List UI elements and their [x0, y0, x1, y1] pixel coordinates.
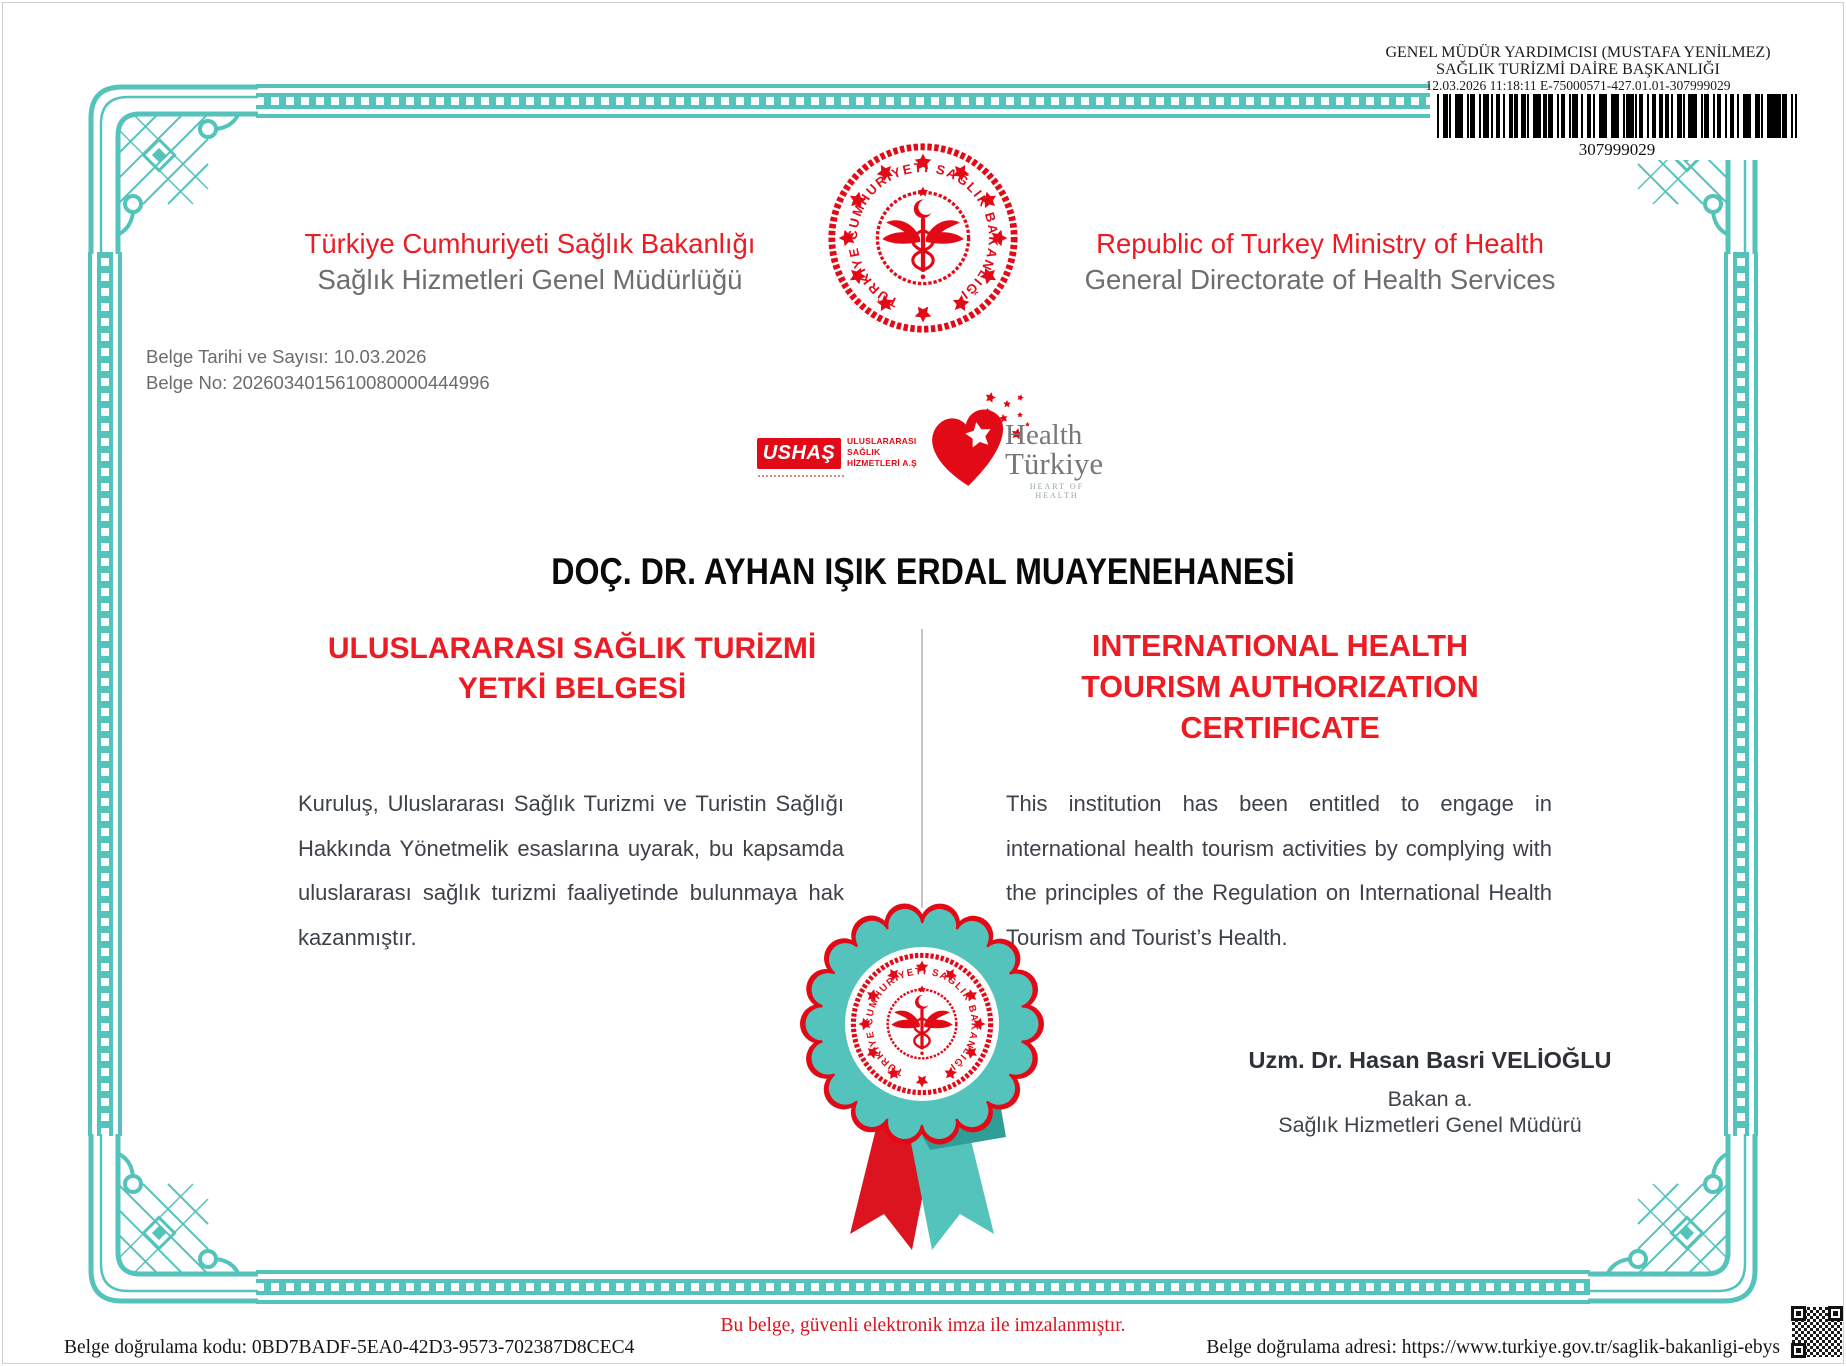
turkish-body-paragraph: Kuruluş, Uluslararası Sağlık Turizmi ve Turistin Sağlığı Hakkında Yönetmelik esaslarına uyarak, bu kapsamda uluslararası sağlık turizmi faaliyetinde bulunmaya hak kazanmıştır. — [298, 791, 844, 950]
title-line: YETKİ BELGESİ — [457, 671, 687, 705]
ushas-microtext-line — [758, 475, 844, 477]
ministry-seal — [826, 141, 1020, 335]
frame-edge-left — [88, 252, 122, 1136]
english-certificate-title — [1006, 626, 1554, 749]
signer-title-line1: Bakan a. — [1387, 1087, 1473, 1111]
frame-corner-ornament — [88, 84, 258, 254]
tagline-line: HEART OF — [1029, 482, 1085, 491]
approval-stamp-block — [1350, 44, 1806, 94]
qr-finder — [1791, 1343, 1806, 1358]
ushas-logo: USHAŞ — [757, 438, 841, 469]
ushas-caption-line: HİZMETLERİ A.Ş — [847, 458, 918, 468]
frame-edge-bottom — [256, 1270, 1590, 1304]
column-divider — [921, 629, 923, 908]
signer-name: Uzm. Dr. Hasan Basri VELİOĞLU — [1248, 1047, 1612, 1073]
qr-finder — [1828, 1306, 1843, 1321]
ushas-caption-line: ULUSLARARASI — [847, 436, 917, 446]
document-number-line: Belge No: 2026034015610080000444996 — [146, 372, 490, 393]
frame-edge-right — [1724, 252, 1758, 1136]
stamp-reference-line: 12.03.2026 11:18:11 E-75000571-427.01.01-307999029 — [1425, 78, 1731, 93]
frame-corner-ornament — [1588, 1134, 1758, 1304]
ministry-name-en: Republic of Turkey Ministry of Health — [1096, 228, 1544, 259]
ushas-logo-caption — [847, 436, 917, 469]
heart-of-health-tagline — [1005, 482, 1109, 500]
barcode-bars — [1437, 94, 1797, 138]
signer-title-line2: Sağlık Hizmetleri Genel Müdürü — [1278, 1113, 1582, 1137]
qr-code — [1791, 1306, 1843, 1358]
qr-finder — [1791, 1306, 1806, 1321]
title-line: ULUSLARARASI SAĞLIK TURİZMİ — [327, 632, 817, 665]
english-body-paragraph: This institution has been entitled to engage in international health tourism activities by complying with the principles of the Regulation on International Health Tourism and Tourist’s Health. — [1006, 791, 1552, 950]
verification-address: Belge doğrulama adresi: https://www.turkiye.gov.tr/saglik-bakanligi-ebys — [1206, 1337, 1780, 1358]
ushas-caption-line: SAĞLIK — [847, 447, 881, 457]
barcode-number: 307999029 — [1578, 140, 1656, 159]
barcode — [1437, 94, 1797, 160]
stamp-department-line: SAĞLIK TURİZMİ DAİRE BAŞKANLIĞI — [1436, 61, 1720, 78]
rosette-badge — [790, 902, 1054, 1262]
recipient-name: DOÇ. DR. AYHAN IŞIK ERDAL MUAYENEHANESİ — [551, 551, 1295, 592]
header-english — [1040, 226, 1600, 298]
ministry-name-tr: Türkiye Cumhuriyeti Sağlık Bakanlığı — [304, 228, 756, 259]
document-info — [146, 344, 490, 396]
directorate-name-en: General Directorate of Health Services — [1084, 264, 1556, 295]
stamp-officer-line: GENEL MÜDÜR YARDIMCISI (MUSTAFA YENİLMEZ) — [1385, 44, 1771, 61]
signature-block — [1160, 1047, 1700, 1138]
title-line: TOURISM AUTHORIZATION — [1081, 670, 1479, 704]
esignature-notice: Bu belge, güvenli elektronik imza ile imzalanmıştır. — [720, 1315, 1126, 1336]
tagline-line: HEALTH — [1035, 491, 1079, 500]
title-line: INTERNATIONAL HEALTH — [1091, 629, 1469, 663]
health-word: Health — [1005, 419, 1083, 451]
title-line: CERTIFICATE — [1180, 711, 1380, 745]
document-date-line: Belge Tarihi ve Sayısı: 10.03.2026 — [146, 346, 427, 367]
turkiye-word: Türkiye — [1005, 446, 1104, 481]
logo-strip — [755, 390, 1115, 502]
health-turkiye-wordmark — [1005, 419, 1115, 500]
turkish-certificate-title — [298, 629, 846, 708]
directorate-name-tr: Sağlık Hizmetleri Genel Müdürlüğü — [317, 264, 743, 295]
frame-corner-ornament — [88, 1134, 258, 1304]
header-turkish — [250, 226, 810, 298]
verification-code: Belge doğrulama kodu: 0BD7BADF-5EA0-42D3-9573-702387D8CEC4 — [64, 1337, 635, 1358]
